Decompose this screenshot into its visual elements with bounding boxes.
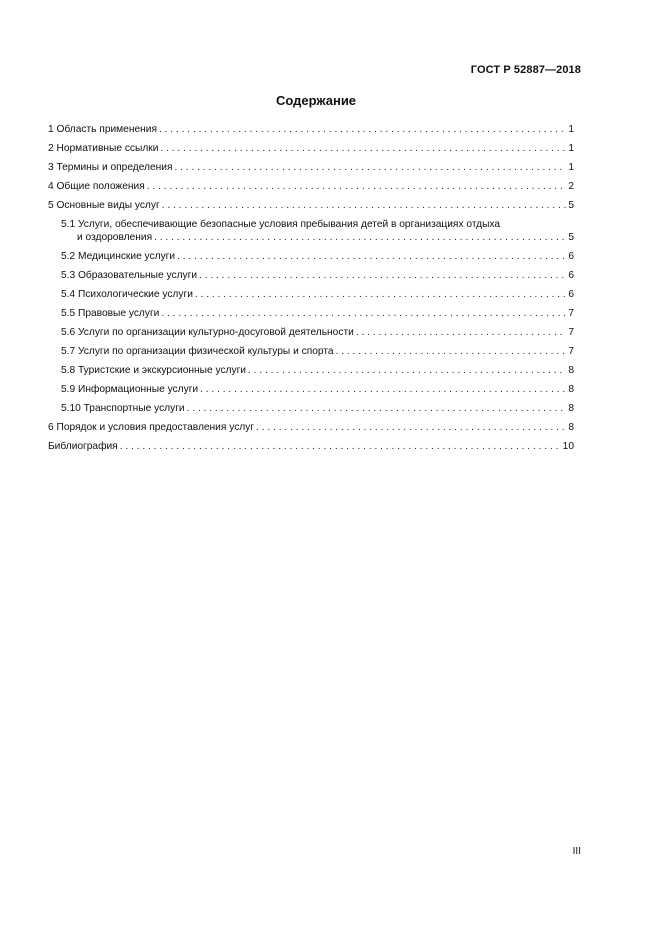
- toc-entry[interactable]: [48, 180, 574, 193]
- toc-entry[interactable]: [48, 269, 574, 282]
- toc-entry[interactable]: [48, 383, 574, 396]
- dot-leader: [199, 269, 566, 282]
- toc-entry[interactable]: [48, 326, 574, 339]
- toc-entry-page: 10: [562, 441, 574, 452]
- toc-entry-label-line1: 5.1 Услуги, обеспечивающие безопасные условия пребывания детей в организациях отдыха: [61, 219, 501, 230]
- dot-leader: [195, 288, 566, 301]
- toc-entry[interactable]: [48, 142, 574, 155]
- toc-entry-page: 8: [568, 365, 574, 376]
- toc-entry-label: 5.3 Образовательные услуги: [61, 270, 198, 281]
- dot-leader: [248, 364, 566, 377]
- toc-entry[interactable]: [48, 123, 574, 136]
- dot-leader: [159, 123, 566, 136]
- document-code: ГОСТ Р 52887—2018: [470, 64, 581, 76]
- toc-entry[interactable]: [48, 440, 574, 453]
- toc-entry-page: 6: [568, 270, 574, 281]
- toc-entry-label: 5.5 Правовые услуги: [61, 308, 160, 319]
- toc-entry[interactable]: [48, 161, 574, 174]
- toc-entry[interactable]: [48, 421, 574, 434]
- dot-leader: [336, 345, 566, 358]
- table-of-contents: [48, 123, 574, 459]
- toc-entry-page: 7: [568, 308, 574, 319]
- toc-entry-label: 5.2 Медицинские услуги: [61, 251, 176, 262]
- dot-leader: [177, 250, 566, 263]
- toc-entry-label: 4 Общие положения: [48, 181, 145, 192]
- dot-leader: [160, 142, 566, 155]
- toc-entry[interactable]: [48, 199, 574, 212]
- dot-leader: [161, 307, 566, 320]
- dot-leader: [256, 421, 566, 434]
- toc-entry-label: 5.7 Услуги по организации физической культуры и спорта: [61, 346, 334, 357]
- toc-title: Содержание: [275, 93, 357, 108]
- toc-entry-page: 8: [568, 422, 574, 433]
- toc-entry-page: 1: [568, 143, 574, 154]
- toc-entry-label: 6 Порядок и условия предоставления услуг: [48, 422, 255, 433]
- toc-entry[interactable]: [48, 250, 574, 263]
- toc-entry-page: 6: [568, 289, 574, 300]
- toc-entry-label: 1 Область применения: [48, 124, 157, 135]
- toc-entry-page: 7: [568, 346, 574, 357]
- dot-leader: [356, 326, 566, 339]
- toc-entry-page: 2: [568, 181, 574, 192]
- dot-leader: [147, 180, 566, 193]
- toc-entry-page: 5: [568, 200, 574, 211]
- toc-entry-label: 3 Термины и определения: [48, 162, 173, 173]
- toc-entry-page: 1: [568, 124, 574, 135]
- toc-entry-page: 1: [568, 162, 574, 173]
- toc-entry-page: 6: [568, 251, 574, 262]
- dot-leader: [174, 161, 566, 174]
- toc-entry-label: 2 Нормативные ссылки: [48, 143, 159, 154]
- toc-entry-label: 5.8 Туристские и экскурсионные услуги: [61, 365, 247, 376]
- toc-entry-label: Библиография: [48, 441, 118, 452]
- toc-entry[interactable]: [48, 364, 574, 377]
- toc-entry[interactable]: [48, 288, 574, 301]
- toc-entry-label: 5.6 Услуги по организации культурно-досуговой деятельности: [61, 327, 354, 338]
- toc-entry-page: 5: [568, 232, 574, 243]
- toc-entry-label: 5.4 Психологические услуги: [61, 289, 193, 300]
- toc-entry-page: 8: [568, 384, 574, 395]
- dot-leader: [120, 440, 561, 453]
- toc-entry-label: и оздоровления: [77, 232, 153, 243]
- page-number: III: [572, 846, 581, 857]
- toc-entry[interactable]: [48, 402, 574, 415]
- toc-entry[interactable]: [48, 345, 574, 358]
- toc-entry-page: 7: [568, 327, 574, 338]
- dot-leader: [200, 383, 566, 396]
- toc-entry-label: 5.10 Транспортные услуги: [61, 403, 185, 414]
- toc-entry[interactable]: [48, 307, 574, 320]
- toc-entry-page: 8: [568, 403, 574, 414]
- dot-leader: [162, 199, 566, 212]
- dot-leader: [154, 231, 566, 244]
- dot-leader: [187, 402, 566, 415]
- toc-entry-label: 5 Основные виды услуг: [48, 200, 160, 211]
- toc-entry[interactable]: [48, 218, 574, 244]
- toc-entry-label: 5.9 Информационные услуги: [61, 384, 199, 395]
